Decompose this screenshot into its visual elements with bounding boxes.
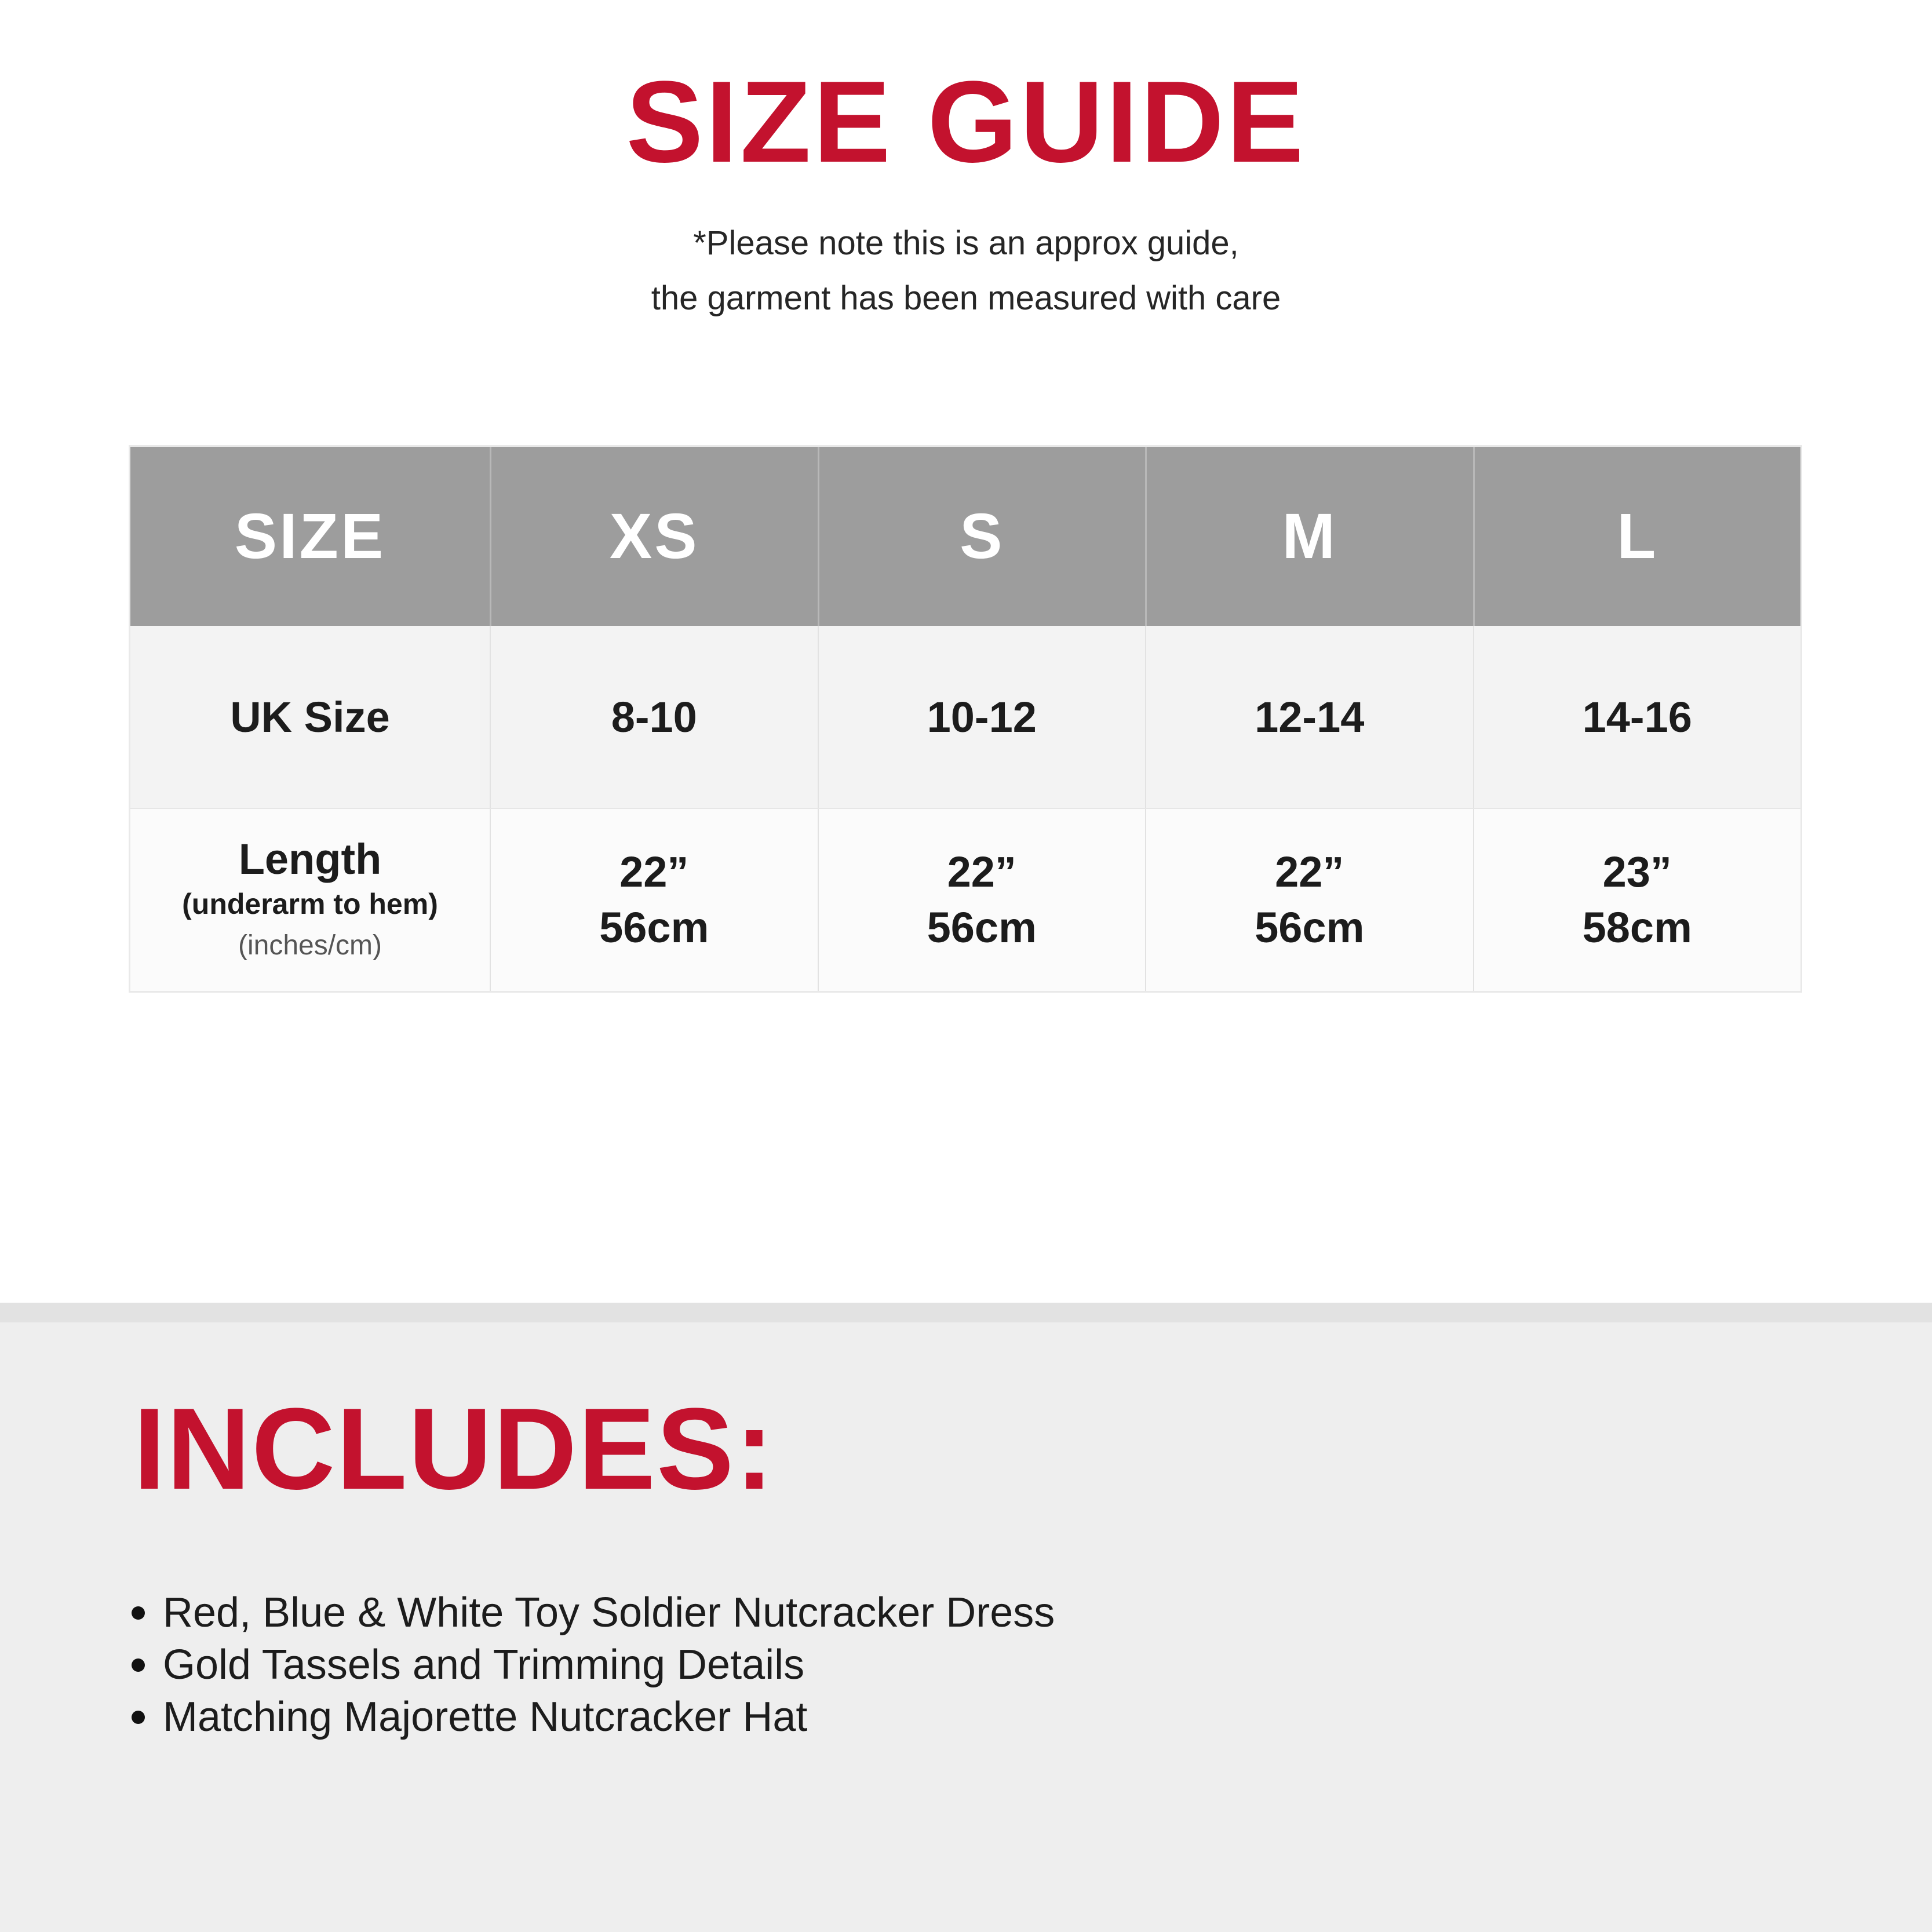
includes-section (0, 1303, 1932, 1932)
size-table (129, 445, 1802, 993)
header-cell-xs: XS (490, 447, 818, 626)
list-item-text: Gold Tassels and Trimming Details (163, 1642, 805, 1688)
uk-size-value-s: 10-12 (818, 626, 1146, 808)
length-label-unit: (inches/cm) (238, 930, 382, 961)
section-top-strip (0, 1303, 1932, 1322)
length-inches-s: 22” (947, 848, 1016, 896)
uk-size-value-l: 14-16 (1473, 626, 1801, 808)
note-line-2: the garment has been measured with care (651, 279, 1281, 317)
length-cm-xs: 56cm (599, 903, 709, 952)
uk-size-label: UK Size (230, 692, 390, 741)
length-row (130, 808, 1800, 991)
list-item (129, 1691, 1055, 1743)
table-header-row (130, 447, 1800, 626)
length-label-title: Length (238, 835, 382, 883)
length-inches-xs: 22” (619, 848, 689, 896)
list-item (129, 1639, 1055, 1691)
length-label (130, 809, 490, 991)
header-cell-s: S (818, 447, 1146, 626)
length-inches-m: 22” (1275, 848, 1344, 896)
length-inches-l: 23” (1602, 848, 1672, 896)
uk-size-value-m: 12-14 (1145, 626, 1473, 808)
length-label-sub: (underarm to hem) (182, 888, 438, 920)
bullet-icon (132, 1711, 145, 1724)
list-item-text: Matching Majorette Nutcracker Hat (163, 1694, 808, 1740)
includes-list (129, 1587, 1055, 1743)
note-text (0, 216, 1932, 326)
header-cell-m: M (1145, 447, 1473, 626)
length-value-xs (490, 809, 818, 991)
uk-size-value-xs: 8-10 (490, 626, 818, 808)
length-cm-l: 58cm (1582, 903, 1692, 952)
length-value-l (1473, 809, 1801, 991)
length-value-m (1145, 809, 1473, 991)
bullet-icon (132, 1658, 145, 1672)
page-title: SIZE GUIDE (626, 57, 1306, 187)
uk-size-row (130, 626, 1800, 808)
header-cell-l: L (1473, 447, 1801, 626)
note-line-1: *Please note this is an approx guide, (693, 224, 1239, 262)
length-cm-m: 56cm (1255, 903, 1365, 952)
list-item-text: Red, Blue & White Toy Soldier Nutcracker Dress (163, 1590, 1055, 1636)
length-value-s (818, 809, 1146, 991)
bullet-icon (132, 1606, 145, 1620)
header-cell-size: SIZE (234, 501, 386, 572)
list-item (129, 1587, 1055, 1639)
includes-heading: INCLUDES: (133, 1384, 775, 1514)
length-cm-s: 56cm (927, 903, 1037, 952)
